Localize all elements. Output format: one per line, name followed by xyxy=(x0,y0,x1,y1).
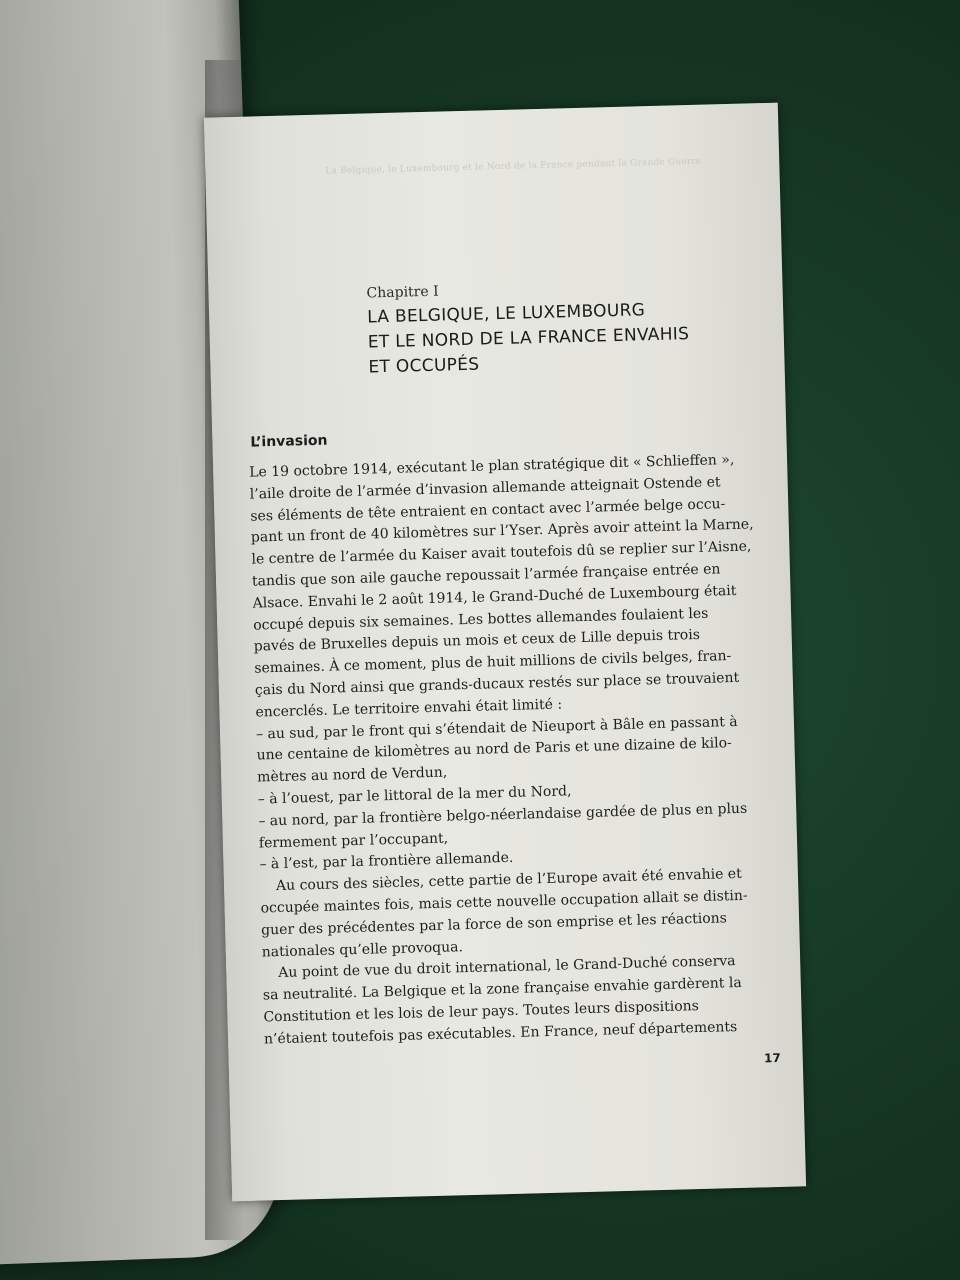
body-line: – à l’est, par la frontière allemande. xyxy=(259,850,514,873)
body-line: le centre de l’armée du Kaiser avait toutefois dû se replier sur l’Aisne, xyxy=(251,538,752,568)
body-line: ses éléments de tête entraient en contact avec l’armée belge occu- xyxy=(250,495,726,525)
body-line: Alsace. Envahi le 2 août 1914, le Grand-Duché de Luxembourg était xyxy=(252,582,737,612)
body-line: çais du Nord ainsi que grands-ducaux restés sur place se trouvaient xyxy=(254,669,740,699)
body-line: – à l’ouest, par le littoral de la mer du Nord, xyxy=(257,783,572,808)
body-line: l’aile droite de l’armée d’invasion allemande atteignait Ostende et xyxy=(249,474,721,503)
body-line: tandis que son aile gauche repoussait l’armée française entrée en xyxy=(251,561,721,590)
chapter-title xyxy=(367,295,769,380)
body-line: – au nord, par la frontière belgo-néerlandaise gardée de plus en plus xyxy=(258,800,748,830)
body-line: pavés de Bruxelles depuis un mois et ceux de Lille depuis trois xyxy=(253,627,701,655)
body-line: guer des précédentes par la force de son emprise et les réactions xyxy=(260,910,728,939)
book-page xyxy=(204,103,806,1202)
body-line: Au cours des siècles, cette partie de l’Europe avait été envahie et xyxy=(275,866,742,895)
running-head: La Belgique, le Luxembourg et le Nord de la France pendant la Grande Guerre xyxy=(325,156,702,177)
section-title: L’invasion xyxy=(250,432,328,451)
body-line: n’étaient toutefois pas exécutables. En France, neuf départements xyxy=(263,1018,738,1048)
chapter-title-line: ET LE NORD DE LA FRANCE ENVAHIS xyxy=(367,324,690,353)
chapter-title-line: ET OCCUPÉS xyxy=(368,354,480,378)
body-line: mètres au nord de Verdun, xyxy=(256,764,448,786)
body-line: Au point de vue du droit international, le Grand-Duché conserva xyxy=(278,953,736,982)
body-line: une centaine de kilomètres au nord de Paris et une dizaine de kilo- xyxy=(256,735,732,764)
body-line: encerclés. Le territoire envahi était limité : xyxy=(255,696,563,721)
body-line: Le 19 octobre 1914, exécutant le plan stratégique dit « Schlieffen », xyxy=(249,451,735,481)
body-line: Constitution et les lois de leur pays. Toutes leurs dispositions xyxy=(263,997,700,1026)
page-number: 17 xyxy=(763,1050,781,1066)
body-line: fermement par l’occupant, xyxy=(258,830,449,852)
body-line: nationales qu’elle provoqua. xyxy=(261,938,464,960)
body-line: sa neutralité. La Belgique et la zone française envahie gardèrent la xyxy=(262,975,742,1004)
body-line: semaines. À ce moment, plus de huit millions de civils belges, fran- xyxy=(254,648,732,677)
body-text xyxy=(249,449,792,1051)
chapter-heading xyxy=(366,275,768,380)
body-line: pant un front de 40 kilomètres sur l’Yser. Après avoir atteint la Marne, xyxy=(250,516,754,546)
chapter-label: Chapitre I xyxy=(366,283,439,302)
body-line: occupé depuis six semaines. Les bottes allemandes foulaient les xyxy=(253,605,709,634)
body-line: occupée maintes fois, mais cette nouvelle occupation allait se distin- xyxy=(260,887,748,917)
chapter-title-line: LA BELGIQUE, LE LUXEMBOURG xyxy=(366,300,646,328)
body-line: – au sud, par le front qui s’étendait de Nieuport à Bâle en passant à xyxy=(255,713,738,743)
